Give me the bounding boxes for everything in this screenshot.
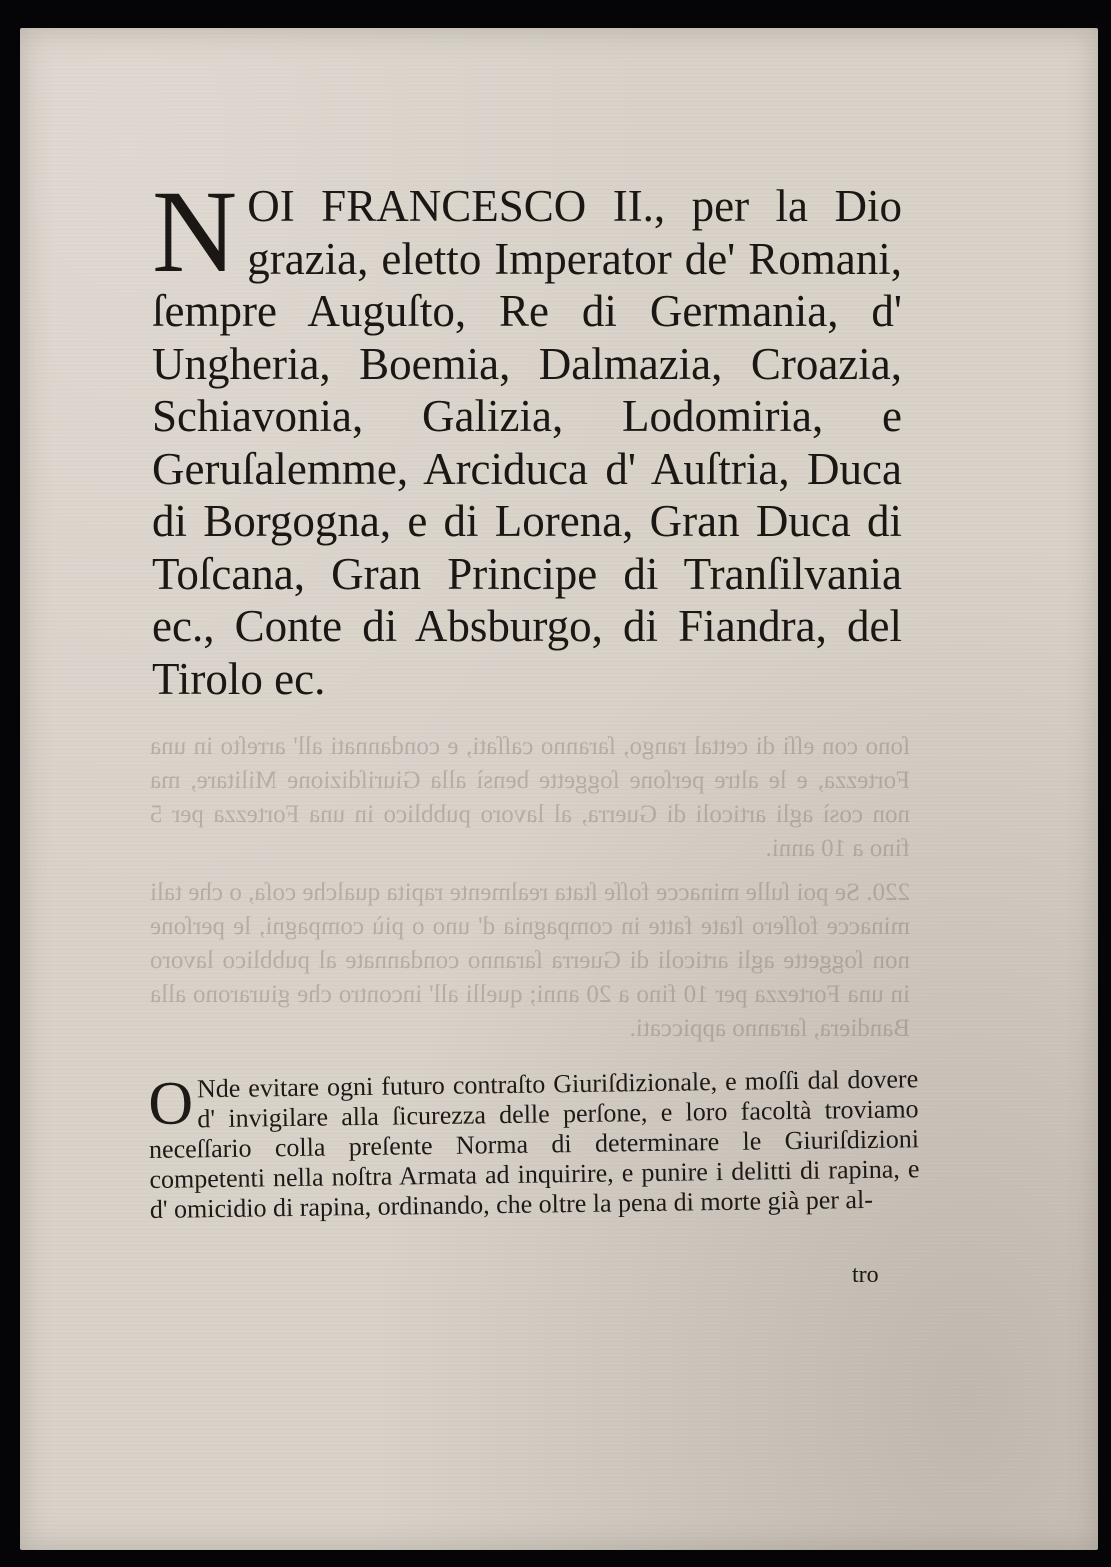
bleed-through-text [150, 730, 910, 1056]
bleed-paragraph: ſono con eſſi di cettal rango, ſaranno caſſati, e condannati all' arreſto in una Fortezza, e le altre perſone ſoggette bensì alla Giuriſdizione Militare, ma non così agli articoli di Guerra, al lavoro pubblico in una Fortezza per 5 fino a 10 anni. [150, 733, 910, 862]
body-dropcap: O [147, 1069, 194, 1138]
body-paragraph [148, 1064, 920, 1225]
body-text: Nde evitare ogni futuro contraſto Giuriſdizionale, e moſſi dal dovere d' invigilare alla ſicurezza delle perſone, e loro facoltà troviamo neceſſario colla preſente Norma di determinare le Giuriſdizioni competenti nella noſtra Armata ad inquirire, e punire i delitti di rapina, e d' omicidio di rapina, ordinando, che oltre la pena di morte già per al- [148, 1064, 920, 1224]
intro-heading [152, 166, 902, 705]
intro-text: OI FRANCESCO II., per la Dio grazia, eletto Imperator de' Romani, ſempre Auguſto, Re di Germania, d' Ungheria, Boemia, Dalmazia, Croazia, Schiavonia, Galizia, Lodomiria, e Geruſalemme, Arciduca d' Auſtria, Duca di Borgogna, e di Lorena, Gran Duca di Toſcana, Gran Principe di Tranſilvania ec., Conte di Absburgo, di Fiandra, del Tirolo ec. [152, 181, 902, 704]
intro-dropcap: N [152, 166, 238, 297]
bleed-paragraph: 220. Se poi ſulle minacce foſſe ſtata realmente rapita qualche coſa, o che tali minacce foſſero ſtate fatte in compagnia d' uno o più compagni, le perſone non ſoggette agli articoli di Guerra ſaranno condannate al pubblico lavoro in una Fortezza per 10 fino a 20 anni; quelli all' incontro che giurarono alla Bandiera, ſaranno appiccati. [150, 879, 910, 1042]
catchword: tro [852, 1262, 879, 1288]
